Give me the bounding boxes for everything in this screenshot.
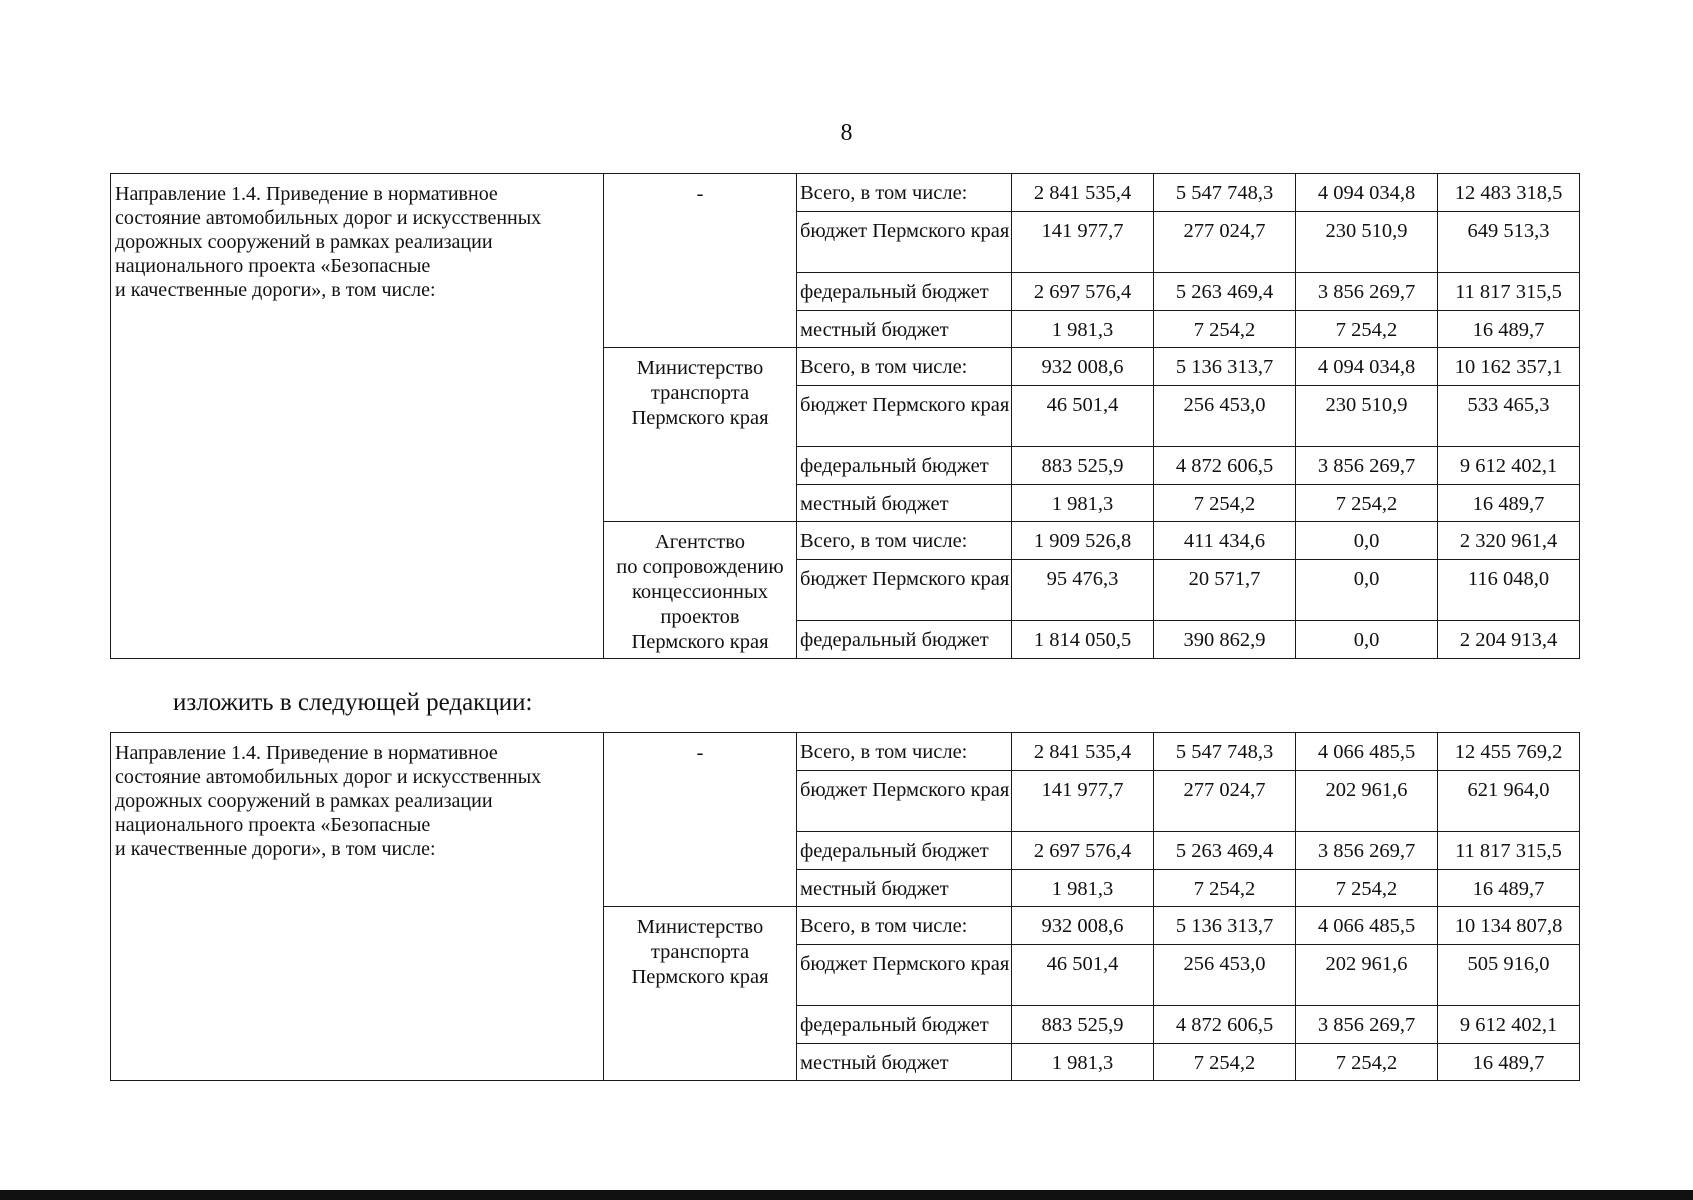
direction-line: Направление 1.4. Приведение в нормативное <box>115 742 498 764</box>
direction-line: и качественные дороги», в том числе: <box>115 838 436 860</box>
amount-cell-v3: 7 254,2 <box>1296 485 1438 522</box>
amount-cell-v1: 46 501,4 <box>1012 945 1154 1006</box>
funding-source-cell: Всего, в том числе: <box>797 348 1012 386</box>
amount-cell-v4: 533 465,3 <box>1438 386 1580 447</box>
executor-cell <box>604 522 797 659</box>
amount-cell-v2: 5 263 469,4 <box>1154 832 1296 870</box>
amount-cell-v3: 4 066 485,5 <box>1296 733 1438 771</box>
amount-cell-v4: 649 513,3 <box>1438 212 1580 273</box>
amount-cell-v4: 11 817 315,5 <box>1438 273 1580 311</box>
amount-cell-v3: 7 254,2 <box>1296 870 1438 907</box>
funding-source-cell: местный бюджет <box>797 485 1012 522</box>
executor-line: Агентство <box>654 531 746 553</box>
amount-cell-v4: 9 612 402,1 <box>1438 1006 1580 1044</box>
amount-cell-v1: 883 525,9 <box>1012 1006 1154 1044</box>
direction-line: национального проекта «Безопасные <box>115 814 431 836</box>
amount-cell-v4: 12 455 769,2 <box>1438 733 1580 771</box>
amount-cell-v2: 390 862,9 <box>1154 621 1296 659</box>
amount-cell-v2: 7 254,2 <box>1154 1044 1296 1081</box>
amount-cell-v1: 141 977,7 <box>1012 771 1154 832</box>
amount-cell-v3: 230 510,9 <box>1296 212 1438 273</box>
executor-line: проектов <box>660 606 740 628</box>
amount-cell-v3: 4 094 034,8 <box>1296 348 1438 386</box>
amount-cell-v3: 230 510,9 <box>1296 386 1438 447</box>
amount-cell-v4: 116 048,0 <box>1438 560 1580 621</box>
funding-source-cell: федеральный бюджет <box>797 447 1012 485</box>
amount-cell-v1: 95 476,3 <box>1012 560 1154 621</box>
amount-cell-v2: 7 254,2 <box>1154 870 1296 907</box>
direction-line: Направление 1.4. Приведение в нормативное <box>115 183 498 205</box>
amount-cell-v3: 0,0 <box>1296 522 1438 560</box>
amount-cell-v2: 5 547 748,3 <box>1154 733 1296 771</box>
amount-cell-v3: 3 856 269,7 <box>1296 832 1438 870</box>
executor-line: - <box>696 742 704 764</box>
direction-line: национального проекта «Безопасные <box>115 255 431 277</box>
amount-cell-v2: 256 453,0 <box>1154 945 1296 1006</box>
amount-cell-v4: 16 489,7 <box>1438 311 1580 348</box>
funding-source-cell: Всего, в том числе: <box>797 907 1012 945</box>
amount-cell-v1: 1 981,3 <box>1012 1044 1154 1081</box>
funding-source-cell: местный бюджет <box>797 1044 1012 1081</box>
amount-cell-v2: 20 571,7 <box>1154 560 1296 621</box>
amount-cell-v1: 1 981,3 <box>1012 311 1154 348</box>
amount-cell-v4: 16 489,7 <box>1438 870 1580 907</box>
table-row <box>111 733 1580 771</box>
funding-source-cell: местный бюджет <box>797 870 1012 907</box>
budget-table-new <box>110 732 1580 1081</box>
amount-cell-v1: 1 981,3 <box>1012 870 1154 907</box>
amount-cell-v2: 5 263 469,4 <box>1154 273 1296 311</box>
funding-source-cell: федеральный бюджет <box>797 832 1012 870</box>
funding-source-cell: бюджет Пермского края <box>797 212 1012 273</box>
executor-line: Пермского края <box>631 966 769 988</box>
amount-cell-v3: 7 254,2 <box>1296 1044 1438 1081</box>
amount-cell-v3: 3 856 269,7 <box>1296 1006 1438 1044</box>
amount-cell-v2: 4 872 606,5 <box>1154 1006 1296 1044</box>
executor-cell <box>604 174 797 348</box>
amount-cell-v1: 1 814 050,5 <box>1012 621 1154 659</box>
executor-cell <box>604 907 797 1081</box>
executor-line: Пермского края <box>631 631 769 653</box>
amount-cell-v3: 202 961,6 <box>1296 771 1438 832</box>
funding-source-cell: федеральный бюджет <box>797 621 1012 659</box>
amount-cell-v2: 7 254,2 <box>1154 311 1296 348</box>
funding-source-cell: федеральный бюджет <box>797 1006 1012 1044</box>
funding-source-cell: Всего, в том числе: <box>797 174 1012 212</box>
amount-cell-v1: 2 841 535,4 <box>1012 733 1154 771</box>
amount-cell-v4: 2 204 913,4 <box>1438 621 1580 659</box>
executor-line: Пермского края <box>631 407 769 429</box>
funding-source-cell: местный бюджет <box>797 311 1012 348</box>
executor-line: концессионных <box>631 581 769 603</box>
amount-cell-v1: 2 697 576,4 <box>1012 273 1154 311</box>
amount-cell-v3: 4 066 485,5 <box>1296 907 1438 945</box>
amount-cell-v4: 11 817 315,5 <box>1438 832 1580 870</box>
amount-cell-v1: 1 981,3 <box>1012 485 1154 522</box>
amount-cell-v1: 1 909 526,8 <box>1012 522 1154 560</box>
table-row <box>111 174 1580 212</box>
amount-cell-v4: 621 964,0 <box>1438 771 1580 832</box>
amount-cell-v4: 10 162 357,1 <box>1438 348 1580 386</box>
amount-cell-v3: 202 961,6 <box>1296 945 1438 1006</box>
page-number: 8 <box>840 120 853 146</box>
executor-line: Министерство <box>636 916 764 938</box>
scan-edge-rule <box>0 1190 1693 1200</box>
executor-line: по сопровождению <box>616 556 784 578</box>
direction-line: и качественные дороги», в том числе: <box>115 279 436 301</box>
executor-line: транспорта <box>650 941 750 963</box>
amount-cell-v1: 883 525,9 <box>1012 447 1154 485</box>
funding-source-cell: Всего, в том числе: <box>797 522 1012 560</box>
executor-cell <box>604 733 797 907</box>
funding-source-cell: федеральный бюджет <box>797 273 1012 311</box>
executor-line: Министерство <box>636 357 764 379</box>
executor-line: транспорта <box>650 382 750 404</box>
amount-cell-v2: 5 547 748,3 <box>1154 174 1296 212</box>
direction-line: дорожных сооружений в рамках реализации <box>115 231 493 253</box>
amount-cell-v1: 2 841 535,4 <box>1012 174 1154 212</box>
amount-cell-v2: 411 434,6 <box>1154 522 1296 560</box>
amount-cell-v3: 0,0 <box>1296 621 1438 659</box>
funding-source-cell: Всего, в том числе: <box>797 733 1012 771</box>
amount-cell-v2: 5 136 313,7 <box>1154 907 1296 945</box>
funding-source-cell: бюджет Пермского края <box>797 771 1012 832</box>
amount-cell-v4: 10 134 807,8 <box>1438 907 1580 945</box>
amount-cell-v1: 141 977,7 <box>1012 212 1154 273</box>
funding-source-cell: бюджет Пермского края <box>797 386 1012 447</box>
funding-source-cell: бюджет Пермского края <box>797 560 1012 621</box>
amount-cell-v4: 9 612 402,1 <box>1438 447 1580 485</box>
amount-cell-v2: 5 136 313,7 <box>1154 348 1296 386</box>
amount-cell-v2: 277 024,7 <box>1154 212 1296 273</box>
funding-source-cell: бюджет Пермского края <box>797 945 1012 1006</box>
amount-cell-v1: 932 008,6 <box>1012 348 1154 386</box>
amount-cell-v4: 2 320 961,4 <box>1438 522 1580 560</box>
amount-cell-v3: 0,0 <box>1296 560 1438 621</box>
amount-cell-v4: 12 483 318,5 <box>1438 174 1580 212</box>
amount-cell-v4: 505 916,0 <box>1438 945 1580 1006</box>
amount-cell-v2: 7 254,2 <box>1154 485 1296 522</box>
amount-cell-v3: 7 254,2 <box>1296 311 1438 348</box>
amount-cell-v3: 3 856 269,7 <box>1296 447 1438 485</box>
amount-cell-v1: 2 697 576,4 <box>1012 832 1154 870</box>
budget-table-old <box>110 173 1580 659</box>
amount-cell-v4: 16 489,7 <box>1438 1044 1580 1081</box>
amount-cell-v3: 3 856 269,7 <box>1296 273 1438 311</box>
direction-cell <box>111 174 604 659</box>
amount-cell-v2: 4 872 606,5 <box>1154 447 1296 485</box>
executor-line: - <box>696 183 704 205</box>
direction-line: состояние автомобильных дорог и искусственных <box>115 766 542 788</box>
amount-cell-v2: 277 024,7 <box>1154 771 1296 832</box>
direction-cell <box>111 733 604 1081</box>
amount-cell-v4: 16 489,7 <box>1438 485 1580 522</box>
executor-cell <box>604 348 797 522</box>
amount-cell-v1: 46 501,4 <box>1012 386 1154 447</box>
amount-cell-v3: 4 094 034,8 <box>1296 174 1438 212</box>
amount-cell-v2: 256 453,0 <box>1154 386 1296 447</box>
amount-cell-v1: 932 008,6 <box>1012 907 1154 945</box>
amendment-intro-text: изложить в следующей редакции: <box>173 689 533 716</box>
direction-line: состояние автомобильных дорог и искусственных <box>115 207 542 229</box>
direction-line: дорожных сооружений в рамках реализации <box>115 790 493 812</box>
